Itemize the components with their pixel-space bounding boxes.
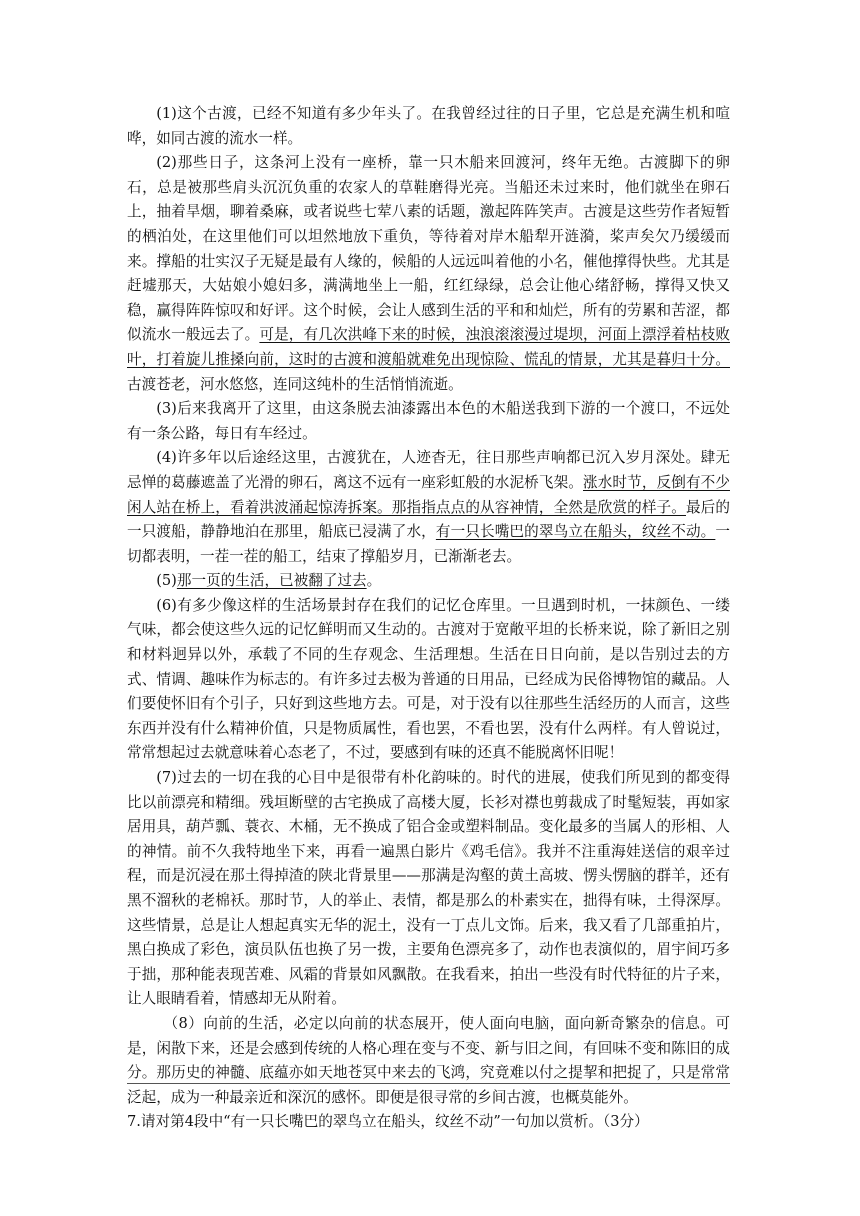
paragraph-4-text-mid: 最后的一只渡船，静静地泊在那里，船底已浸满了水， <box>127 498 730 541</box>
paragraph-6-text: (6)有多少像这样的生活场景封存在我们的记忆仓库里。一旦遇到时机，一抹颜色、一缕气味，都会使这些久远的记忆鲜明而又生动的。古渡对于宽敞平坦的长桥来说，除了新旧之别和材料迥异以外，承载了不同的生存观念、生活理想。生活在日日向前，是以告别过去的方式、情调、趣味作为标志的。有许多过去极为普通的日用品，已经成为民俗博物馆的藏品。人们要使怀旧有个引子，只好到这些地方去。可是，对于没有以往那些生活经历的人而言，这些东西并没有什么精神价值，只是物质属性，看也罢，不看也罢，没有什么两样。有人曾说过，常常想起过去就意味着心态老了，不过，要感到有味的还真不能脱离怀旧呢！ <box>127 596 730 762</box>
paragraph-7 <box>127 766 730 1012</box>
paragraph-1-text: (1)这个古渡，已经不知道有多少年头了。在我曾经过往的日子里，它总是充满生机和喧哗，如同古渡的流水一样。 <box>127 105 730 147</box>
answer-line[interactable] <box>127 1083 730 1084</box>
paragraph-4-text: (4)许多年以后途经这里，古渡犹在，人迹杳无，往日那些声响都已沉入岁月深处。肆无忌惮的葛藤遮盖了光滑的卵石，离这不远有一座彩虹般的水泥桥飞架。 <box>127 449 730 491</box>
question-7: 7.请对第4段中“有一只长嘴巴的翠鸟立在船头，纹丝不动”一句加以赏析。（3分） <box>127 1113 649 1131</box>
paragraph-5-end: 。 <box>366 572 382 590</box>
paragraph-1 <box>127 102 730 151</box>
paragraph-8 <box>127 1012 730 1110</box>
paragraph-4 <box>127 446 730 569</box>
paragraph-6 <box>127 594 730 766</box>
paragraph-2 <box>127 151 730 397</box>
paragraph-2-text: (2)那些日子，这条河上没有一座桥，靠一只木船来回渡河，终年无绝。古渡脚下的卵石，总是被那些肩头沉沉负重的农家人的草鞋磨得光亮。当船还未过来时，他们就坐在卵石上，抽着旱烟，聊着桑麻，或者说些七荤八素的话题，激起阵阵笑声。古渡是这些劳作者短暂的栖泊处，在这里他们可以坦然地放下重负，等待着对岸木船犁开涟漪，桨声矣欠乃缓缓而来。撑船的壮实汉子无疑是最有人缘的，候船的人远远叫着他的小名，催他撑得快些。尤其是赶墟那天，大姑娘小媳妇多，满满地坐上一船，红红绿绿，总会让他心绪舒畅，撑得又快又稳，赢得阵阵惊叹和好评。这个时候，会让人感到生活的平和和灿烂，所有的劳累和苦涩，都似流水一般远去了。 <box>127 154 730 344</box>
paragraph-3 <box>127 397 730 446</box>
paragraph-7-text: (7)过去的一切在我的心目中是很带有朴化韵味的。时代的进展，使我们所见到的都变得比以前漂亮和精细。残垣断壁的古宅换成了高楼大厦，长衫对襟也剪裁成了时髦短装，再如家居用具，葫芦瓢、蓑衣、木桶，无不换成了铝合金或塑料制品。变化最多的当属人的形相、人的神情。前不久我特地坐下来，再看一遍黑白影片《鸡毛信》。我并不注重海娃送信的艰辛过程，而是沉浸在那土得掉渣的陕北背景里——那满是沟壑的黄土高坡、愣头愣脑的群羊，还有黑不溜秋的老棉袄。那时节，人的举止、表情，都是那么的朴素实在，拙得有味，土得深厚。这些情景，总是让人想起真实无华的泥土，没有一丁点儿文饰。后来，我又看了几部重拍片，黑白换成了彩色，演员队伍也换了另一拨，主要角色漂亮多了，动作也表演似的，眉宇间巧多于拙，那种能表现苦难、风霜的背景如风飘散。在我看来，拍出一些没有时代特征的片子来，让人眼睛看着，情感却无从附着。 <box>127 769 730 1008</box>
paragraph-5-underlined: 那一页的生活，已被翻了过去 <box>176 572 367 590</box>
paragraph-2-underlined: 可是，有几次洪峰下来的时候，浊浪滚滚漫过堤坝，河面上漂浮着枯枝败叶，打着旋儿推搡向前，这时的古渡和渡船就难免出现惊险、慌乱的情景，尤其是暮归十分。 <box>127 326 730 368</box>
paragraph-5-number: (5) <box>156 572 177 590</box>
paragraph-4-underlined-2: 有一只长嘴巴的翠鸟立在船头，纹丝不动。 <box>435 523 716 541</box>
paragraph-8-text: （8）向前的生活，必定以向前的状态展开，使人面向电脑，面向新奇繁杂的信息。可是，闲散下来，还是会感到传统的人格心理在变与不变、新与旧之间，有回味不变和陈旧的成分。那历史的神髓、底蕴亦如天地苍冥中来去的飞鸿，究竟难以付之提挈和把捉了，只是常常泛起，成为一种最亲近和深沉的感怀。即便是很寻常的乡间古渡，也概莫能外。 <box>127 1014 730 1106</box>
article-body <box>127 102 730 1135</box>
paragraph-2-text-end: 古渡苍老，河水悠悠，连同这纯朴的生活悄悄流逝。 <box>127 375 463 393</box>
paragraph-4-text-end: 一切都表明，一茬一茬的船工，结束了撑船岁月，已渐渐老去。 <box>127 523 730 565</box>
paragraph-5 <box>127 569 730 594</box>
paragraph-3-text: (3)后来我离开了这里，由这条脱去油漆露出本色的木船送我到下游的一个渡口，不远处有一条公路，每日有车经过。 <box>127 400 730 442</box>
paragraph-4-underlined-1: 涨水时节，反倒有不少闲人站在桥上，看着洪波涌起惊涛拆案。那指指点点的从容神情，全然是欣赏的样子。 <box>127 473 730 516</box>
